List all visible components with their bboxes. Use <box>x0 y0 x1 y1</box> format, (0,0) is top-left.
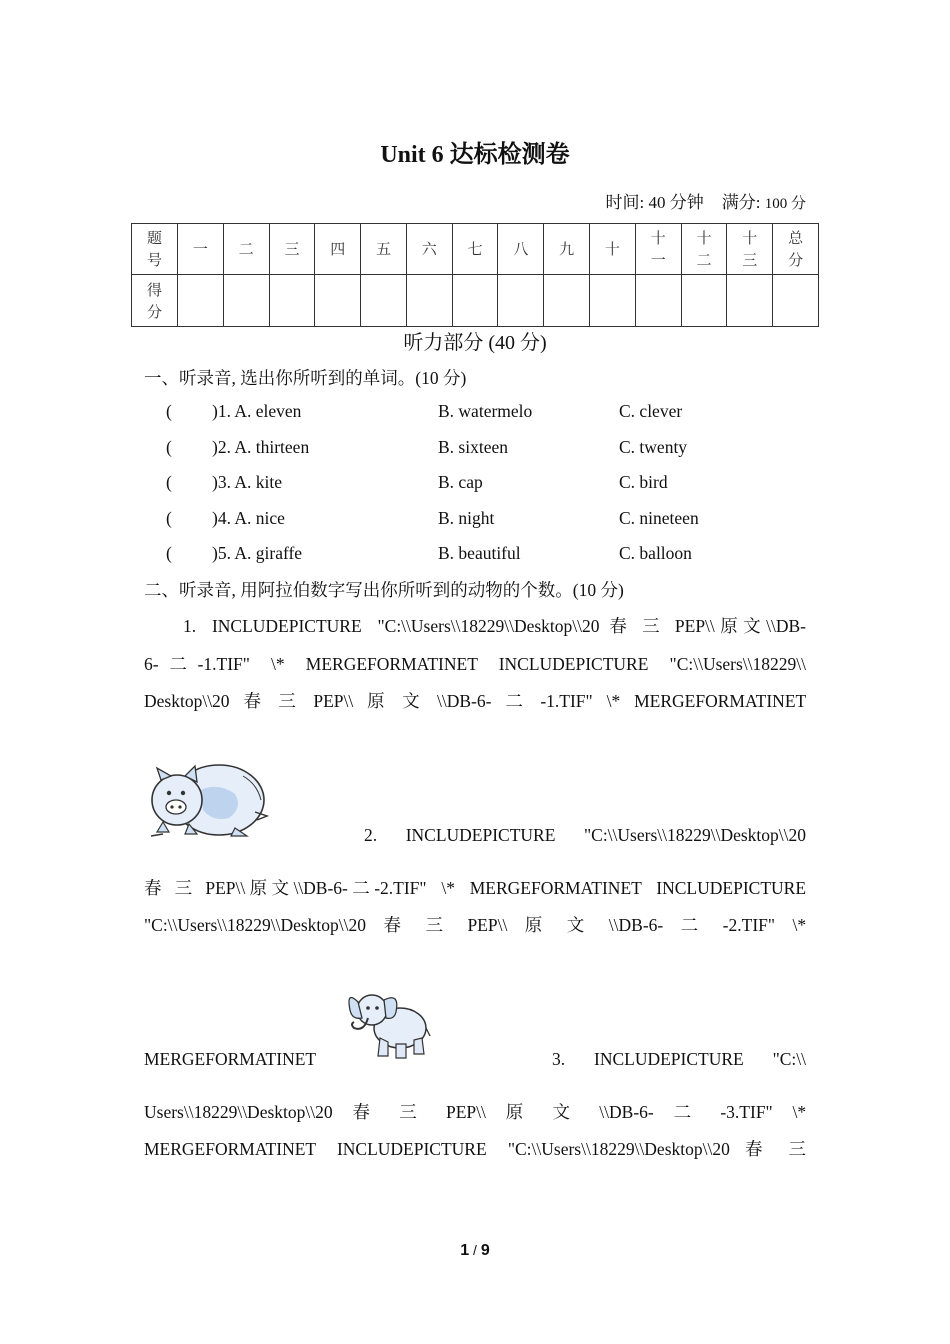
line-word: 三 <box>278 691 300 711</box>
score-input-cell <box>269 275 315 327</box>
table-header-cell: 三 <box>269 224 315 275</box>
question-1-c: C. clever <box>619 401 683 421</box>
line-word: 3. <box>552 1049 566 1069</box>
table-header-cell: 一 <box>178 224 224 275</box>
line-word: \* <box>606 691 621 711</box>
score-input-cell <box>406 275 452 327</box>
table-header-cell: 十 二 <box>681 224 727 275</box>
line-word: INCLUDEPICTURE <box>656 878 806 898</box>
score-input-cell <box>727 275 773 327</box>
score-input-cell <box>773 275 819 327</box>
time-limit: 时间: 40 分钟 <box>605 193 704 212</box>
question-3-c: C. bird <box>619 472 668 492</box>
question-4-paren: ( <box>166 507 172 528</box>
line-word: "C:\\Users\\18229\\ <box>669 654 806 674</box>
line-word: 1. <box>183 616 197 636</box>
line-word: MERGEFORMATINET <box>634 691 806 711</box>
score-table-score-row <box>132 275 819 327</box>
table-header-cell: 十 一 <box>635 224 681 275</box>
table-header-cell: 七 <box>452 224 498 275</box>
line-word: 文 <box>402 691 424 711</box>
line-word: 原 <box>505 1102 533 1122</box>
line-word: 二 <box>505 691 527 711</box>
table-header-cell: 六 <box>406 224 452 275</box>
line-word: \* <box>792 1102 806 1122</box>
line-word: "C:\\Users\\18229\\Desktop\\20 <box>584 825 806 845</box>
table-header-cell: 十 三 <box>727 224 773 275</box>
line-word: \\DB-6- <box>608 915 664 935</box>
question-2-paren: ( <box>166 436 172 457</box>
full-score-value: 100 分 <box>764 196 806 212</box>
pig-picture <box>143 760 269 840</box>
line-word: Users\\18229\\Desktop\\20 <box>144 1102 333 1122</box>
line-word: \\DB-6- <box>599 1102 654 1122</box>
line-word: 二 <box>673 1102 701 1122</box>
line-word: "C:\\Users\\18229\\Desktop\\20 春 三 <box>507 1139 806 1159</box>
line-word: PEP\\ <box>313 691 354 711</box>
line-word: 文 <box>552 1102 580 1122</box>
line-word: -3.TIF" <box>720 1102 773 1122</box>
table-header-cell: 八 <box>498 224 544 275</box>
page-title: Unit 6 达标检测卷 <box>380 142 570 168</box>
part2-line-1 <box>183 613 806 638</box>
page-number: 1 <box>460 1242 470 1259</box>
line-word: "C:\\ <box>772 1049 806 1069</box>
line-word: \\DB-6- <box>437 691 492 711</box>
score-input-cell <box>223 275 269 327</box>
score-input-cell <box>315 275 361 327</box>
line-word: 6-二-1.TIF" <box>144 654 250 674</box>
line-word: 原 <box>524 915 550 935</box>
line-word: 春 <box>352 1102 380 1122</box>
line-word: 原 <box>367 691 389 711</box>
part1-heading: 一、听录音, 选出你所听到的单词。(10 分) <box>144 368 467 388</box>
line-word: \* <box>441 878 455 898</box>
part2-line-3 <box>144 688 806 713</box>
table-header-cell: 十 <box>590 224 636 275</box>
question-4-b: B. night <box>438 507 495 528</box>
question-4-num: )4. A. nice <box>212 507 285 528</box>
question-5-c: C. balloon <box>619 543 692 563</box>
line-word: MERGEFORMATINET <box>469 878 642 898</box>
score-input-cell <box>452 275 498 327</box>
score-input-cell <box>178 275 224 327</box>
part2-line-9 <box>144 1136 806 1161</box>
question-5-num: )5. A. giraffe <box>212 543 303 563</box>
question-4-c: C. nineteen <box>619 507 699 528</box>
line-word: \* <box>792 915 806 935</box>
line-word: 二 <box>680 915 706 935</box>
table-header-cell: 二 <box>223 224 269 275</box>
part2-heading: 二、听录音, 用阿拉伯数字写出你所听到的动物的个数。(10 分) <box>144 580 624 600</box>
elephant-picture <box>344 988 432 1062</box>
table-header-cell: 四 <box>315 224 361 275</box>
question-1-b: B. watermelo <box>438 401 533 421</box>
score-input-cell <box>635 275 681 327</box>
line-word: Desktop\\20 <box>144 691 230 711</box>
line-word: MERGEFORMATINET <box>144 1139 316 1159</box>
line-word: 春 <box>383 915 409 935</box>
line-word: PEP\\ <box>467 915 508 935</box>
part2-line-7a: MERGEFORMATINET <box>144 1049 317 1069</box>
listening-section-title: 听力部分 (40 分) <box>403 332 547 354</box>
line-word: INCLUDEPICTURE <box>498 654 649 674</box>
line-word: 2. <box>364 825 378 845</box>
line-word: INCLUDEPICTURE <box>211 616 362 636</box>
score-input-cell <box>590 275 636 327</box>
question-1-num: )1. A. eleven <box>212 401 302 421</box>
score-input-cell <box>681 275 727 327</box>
line-word: 春 三 PEP\\原文\\DB-6-二-2.TIF" <box>144 878 427 898</box>
line-word: INCLUDEPICTURE <box>594 1049 744 1069</box>
question-3-b: B. cap <box>438 472 483 492</box>
page-separator: / <box>469 1242 481 1258</box>
question-3-num: )3. A. kite <box>212 472 282 492</box>
question-5-paren: ( <box>166 543 172 563</box>
line-word: 文 <box>566 915 592 935</box>
line-word: INCLUDEPICTURE <box>336 1139 487 1159</box>
score-input-cell <box>361 275 407 327</box>
score-input-cell <box>498 275 544 327</box>
question-1-paren: ( <box>166 401 172 421</box>
part2-line-8 <box>144 1099 806 1124</box>
line-word: -2.TIF" <box>722 915 776 935</box>
line-word: MERGEFORMATINET <box>305 654 478 674</box>
question-5-b: B. beautiful <box>438 543 521 563</box>
part2-line-6 <box>144 912 806 937</box>
score-input-cell <box>544 275 590 327</box>
part2-line-7b <box>552 1049 806 1070</box>
line-word: \* <box>271 654 285 674</box>
line-word: -1.TIF" <box>540 691 593 711</box>
page-total: 9 <box>480 1242 490 1259</box>
page-footer <box>0 1242 950 1260</box>
line-word: INCLUDEPICTURE <box>405 825 556 845</box>
table-header-cell: 九 <box>544 224 590 275</box>
part2-line-2 <box>144 651 806 676</box>
table-label-score: 得 分 <box>132 275 178 327</box>
part2-line-4 <box>364 825 806 846</box>
full-score-label: 满分: <box>721 193 765 212</box>
table-header-cell: 五 <box>361 224 407 275</box>
line-word: "C:\\Users\\18229\\Desktop\\20 春 三 PEP\\原文\\DB- <box>377 616 806 636</box>
line-word: 三 <box>399 1102 427 1122</box>
score-table <box>131 223 819 327</box>
line-word: "C:\\Users\\18229\\Desktop\\20 <box>144 915 367 935</box>
table-label-question-number: 题 号 <box>132 224 178 275</box>
line-word: PEP\\ <box>446 1102 486 1122</box>
line-word: 春 <box>243 691 265 711</box>
part2-line-5 <box>144 875 806 900</box>
question-2-num: )2. A. thirteen <box>212 436 310 457</box>
table-header-cell: 总 分 <box>773 224 819 275</box>
question-2-b: B. sixteen <box>438 436 508 457</box>
exam-meta <box>606 188 806 213</box>
score-table-header-row <box>132 224 819 275</box>
question-2-c: C. twenty <box>619 436 688 457</box>
line-word: 三 <box>425 915 451 935</box>
question-3-paren: ( <box>166 472 172 492</box>
